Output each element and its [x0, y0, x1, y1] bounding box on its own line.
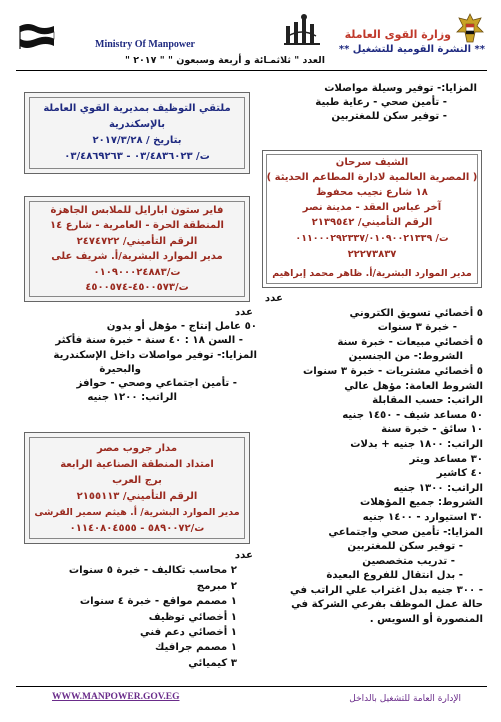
hr-manager: مدير الموارد البشرية/أ. ظاهر محمد إبراهيم	[272, 268, 472, 279]
job-line: ١ مصمم مواقع - خبرة ٤ سنوات	[79, 596, 237, 608]
benefits-line: - توفير سكن للمغتربين	[331, 111, 447, 123]
hr-manager: مدير الموارد البشرية/أ. شريف على	[51, 251, 223, 262]
company-street: ١٨ شارع نجيب محفوظ	[316, 187, 428, 198]
ministry-name-en: Ministry Of Manpower	[95, 39, 195, 50]
job-line: ٥٠ عامل إنتاج - مؤهل أو بدون	[106, 321, 257, 333]
phone-numbers: ت/٤٥٠٠٥٧٣-٤٥٠٠٥٧٤	[85, 282, 189, 293]
job-line: ٥ أخصائي مشتريات - خبرة ٣ سنوات	[303, 365, 483, 377]
company-name: مدار جروب مصر	[96, 443, 178, 454]
job-line: المزايا:- تأمين صحي واجتماعي	[328, 526, 483, 538]
fair-title: ملتقي التوظيف بمديرية القوي العاملة	[43, 103, 231, 114]
chef-sarhan-card	[262, 150, 482, 288]
ministry-logo-icon	[280, 14, 324, 48]
job-line: والبحيرة	[99, 363, 141, 375]
job-line: ٥٠ مساعد شيف - ١٤٥٠ جنيه	[342, 409, 483, 421]
egypt-flag-icon	[18, 22, 56, 50]
job-line: ٢ مبرمج	[196, 580, 237, 592]
job-line: الراتب: ١٣٠٠ جنيه	[393, 482, 483, 494]
job-line: ٤٠ كاشير	[436, 468, 483, 480]
insurance-number: الرقم التأميني/ ٢٤٧٤٧٢٢	[76, 236, 198, 247]
company-address: امتداد المنطقة الصناعية الرابعة	[60, 459, 214, 470]
company-area: آخر عباس العقد - مدينة نصر	[302, 202, 442, 213]
job-line: - توفير سكن للمغتربين	[347, 541, 463, 553]
job-line: المنصورة أو السويس .	[369, 614, 483, 626]
firestone-jobs-block	[22, 306, 257, 405]
job-line: الراتب: ١٨٠٠ جنيه + بدلات	[350, 438, 483, 450]
company-address: برج العرب	[112, 475, 162, 486]
phone-numbers: ت/ ٠١١٠٠٠٢٩٢٣٣٧/٠١٠٩٠٠٢١٣٣٩	[295, 233, 449, 244]
job-line: ٣٠ مساعد ويتر	[409, 453, 483, 465]
company-name: ( المصرية العالمية لادارة المطاعم الحديثة )	[266, 172, 478, 183]
job-line: ٢ محاسب تكاليف - خبرة ٥ سنوات	[68, 565, 237, 577]
job-line: حالة عمل الموظف بفرعي الشركة في	[291, 599, 483, 611]
benefits-line: المزايا:- توفير وسيلة مواصلات	[324, 83, 477, 94]
fair-phone: ت/ ٠٣/٤٨٣٦٠٢٣ - ٠٣/٤٨٦٩٢٦٣	[64, 151, 210, 162]
madar-group-card	[24, 432, 250, 544]
job-line: ٥ أخصائي مبيعات - خبرة سنة	[337, 336, 483, 348]
job-line: ٣ كيميائي	[188, 657, 237, 669]
footer-department: الإدارة العامة للتشغيل بالداخل	[349, 694, 461, 704]
count-header: عدد	[264, 293, 283, 304]
job-line: الشروط:- من الجنسين	[348, 351, 463, 363]
chef-sarhan-jobs-block	[253, 292, 483, 628]
madar-jobs-block	[22, 548, 257, 671]
footer-divider	[16, 686, 487, 687]
company-contact-name: الشيف سرحان	[335, 157, 409, 168]
job-line: الشروط: جميع المؤهلات	[360, 497, 483, 509]
company-address: المنطقة الحرة - العامرية - شارع ١٤	[50, 220, 224, 231]
firestone-card	[24, 196, 250, 302]
phone-numbers: ٢٢٢٧٣٨٣٧	[347, 249, 397, 260]
job-line: المزايا:- توفير مواصلات داخل الإسكندرية	[53, 349, 257, 361]
employment-fair-card	[24, 92, 250, 174]
issue-number: العدد " ثلاثمـائة و أربعة وسبعون " " ٢٠١٧ "	[124, 55, 325, 66]
job-line: - السن ١٨ : ٤٠ سنة - خبرة سنة فأكثر	[55, 335, 243, 347]
job-line: - بدل انتقال للفروع البعيدة	[326, 570, 463, 582]
job-line: الشروط العامة: مؤهل عالي	[344, 380, 483, 392]
phone-numbers: ت/٥٨٩٠٠٧٢ - ٠١١٤٠٨٠٤٥٥٥	[69, 523, 205, 534]
ministry-name-ar: وزارة القوى العاملة	[344, 28, 451, 41]
job-line: ٣٠ استيوارد - ١٤٠٠ جنيه	[362, 511, 483, 523]
count-header: عدد	[234, 550, 253, 561]
website-link[interactable]: WWW.MANPOWER.GOV.EG	[52, 692, 180, 702]
header-divider	[16, 70, 487, 71]
job-line: ١٠ سائق - خبرة سنة	[381, 424, 483, 436]
job-line: ١ أخصائي توظيف	[148, 611, 237, 623]
count-header: عدد	[234, 307, 253, 318]
job-line: - تدريب متخصصين	[362, 555, 455, 567]
job-line: ١ مصمم جرافيك	[155, 642, 237, 654]
job-line: الراتب: حسب المقابلة	[372, 395, 483, 407]
company-name: فاير ستون ابارايل للملابس الجاهزة	[50, 205, 224, 216]
job-line: الراتب: ١٢٠٠ جنيه	[87, 392, 177, 404]
job-line: ١ أخصائي دعم فني	[139, 627, 237, 639]
job-line: - ٣٠٠ جنيه بدل اغتراب علي الراتب في	[290, 584, 483, 596]
job-line: ٥ أخصائي تسويق الكتروني	[349, 307, 483, 319]
hr-manager: مدير الموارد البشرية/ أ. هيثم سمير القرشى	[34, 507, 240, 518]
phone-numbers: ت/٠١٠٩٠٠٠٢٤٨٨٣	[93, 267, 181, 278]
job-line: - تأمين اجتماعي وصحي - حوافز	[76, 378, 237, 390]
fair-date: بتاريخ / ٢٠١٧/٣/٢٨	[92, 135, 182, 146]
insurance-number: الرقم التأميني/ ٢١٥٥١١٣	[76, 491, 198, 502]
egypt-eagle-emblem-icon	[455, 12, 485, 48]
benefits-line: - تأمين صحي - رعاية طبية	[315, 97, 447, 109]
bulletin-title: ** النشرة القومية للتشغيل **	[338, 44, 485, 55]
benefits-top-block	[257, 82, 477, 125]
fair-city: بالإسكندرية	[108, 119, 166, 130]
job-line: - خبرة ٣ سنوات	[377, 322, 457, 334]
insurance-number: الرقم التأميني/ ٢١٣٩٥٤٢	[311, 217, 433, 228]
